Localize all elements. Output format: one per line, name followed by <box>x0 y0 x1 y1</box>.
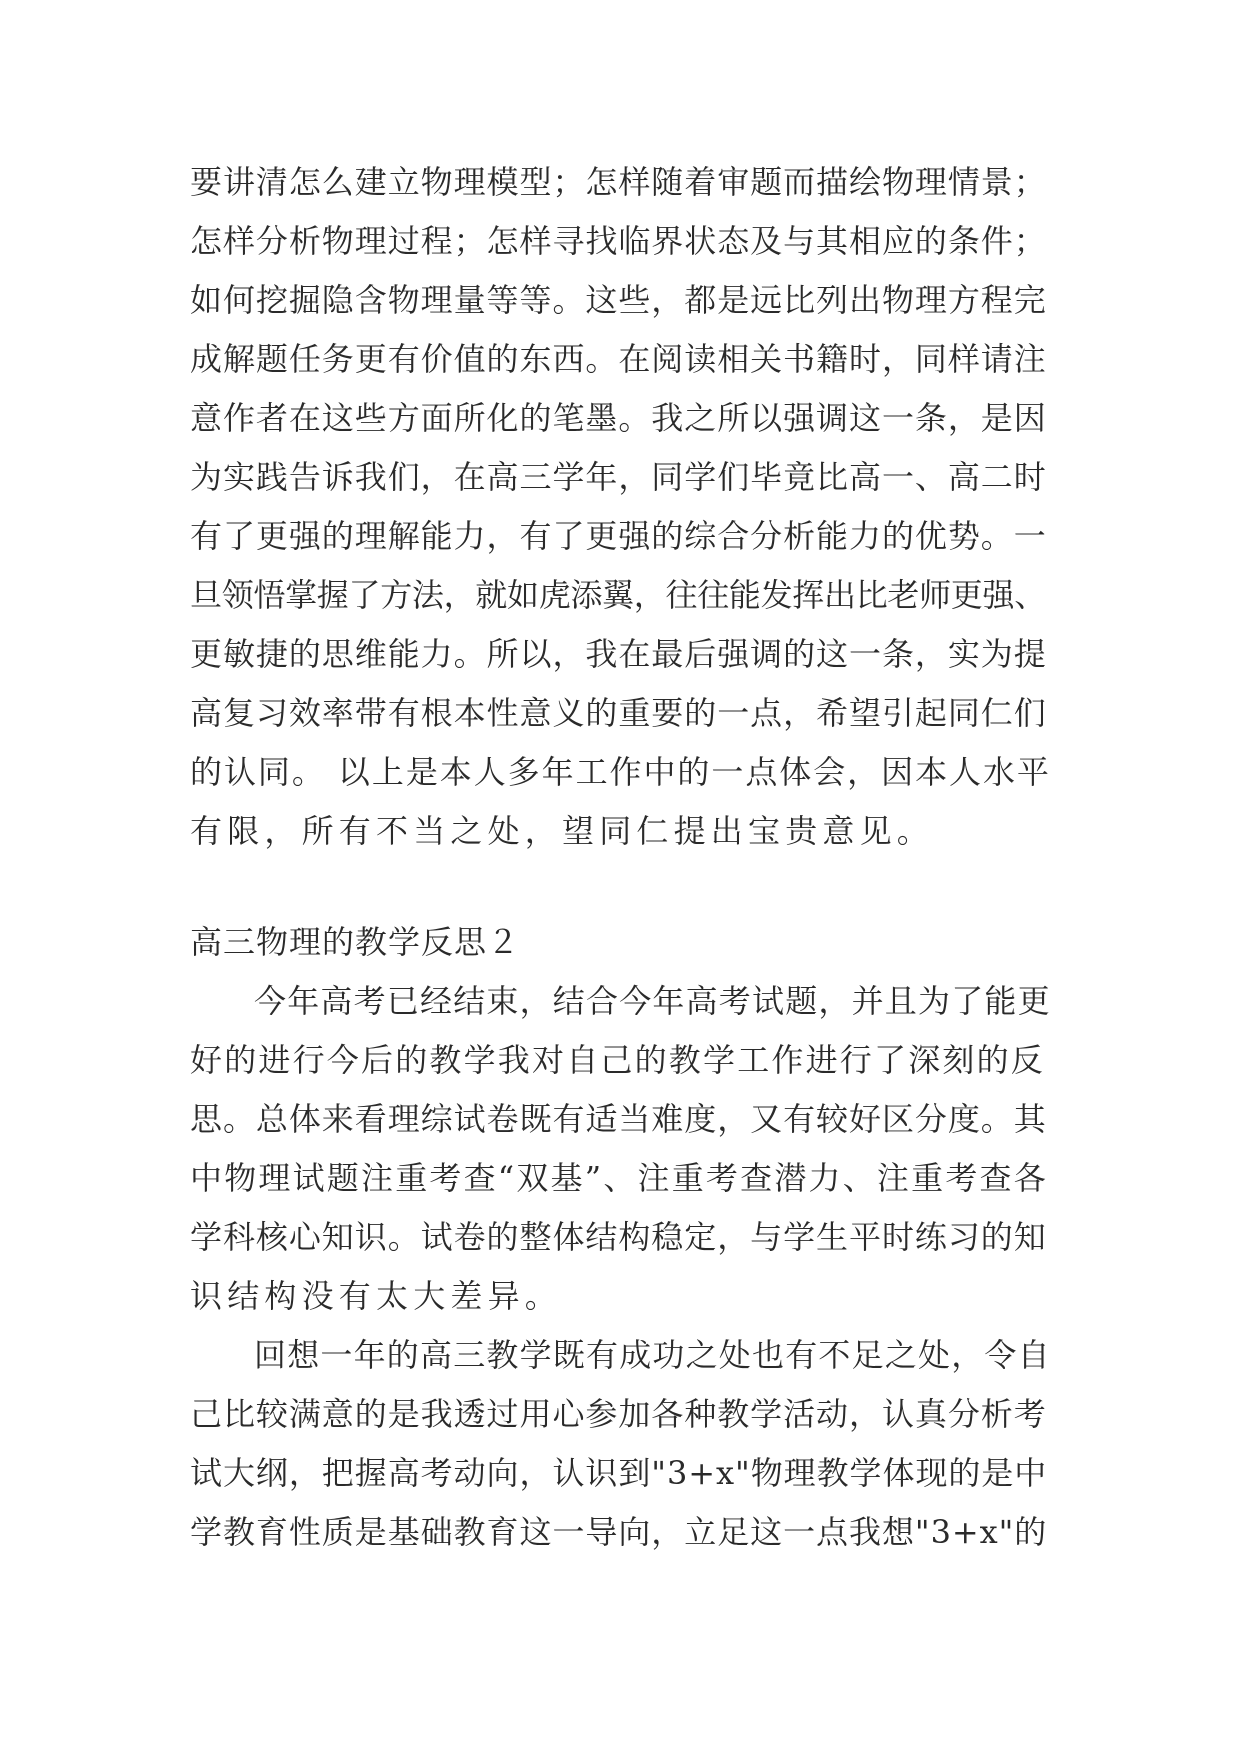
paragraph-line: 如何挖掘隐含物理量等等。这些，都是远比列出物理方程完 <box>190 281 1047 319</box>
paragraph-line: 要讲清怎么建立物理模型；怎样随着审题而描绘物理情景； <box>190 163 1047 201</box>
paragraph-line: 成解题任务更有价值的东西。在阅读相关书籍时，同样请注 <box>190 340 1047 378</box>
paragraph-line: 意作者在这些方面所化的笔墨。我之所以强调这一条，是因 <box>190 399 1047 437</box>
paragraph-line: 试大纲，把握高考动向，认识到"3+x"物理教学体现的是中 <box>190 1454 1048 1492</box>
paragraph-line: 高复习效率带有根本性意义的重要的一点，希望引起同仁们 <box>190 694 1047 732</box>
paragraph-line: 思。总体来看理综试卷既有适当难度，又有较好区分度。其 <box>190 1100 1047 1138</box>
paragraph-line: 怎样分析物理过程；怎样寻找临界状态及与其相应的条件； <box>190 222 1047 260</box>
paragraph-line: 好的进行今后的教学我对自己的教学工作进行了深刻的反 <box>190 1041 1046 1079</box>
paragraph-line: 识结构没有太大差异。 <box>190 1277 563 1315</box>
paragraph-line: 己比较满意的是我透过用心参加各种教学活动，认真分析考 <box>190 1395 1047 1433</box>
paragraph-line: 中物理试题注重考查“双基”、注重考查潜力、注重考查各 <box>190 1159 1048 1197</box>
paragraph-line: 为实践告诉我们，在高三学年，同学们毕竟比高一、高二时 <box>190 458 1047 496</box>
paragraph-line: 有限，所有不当之处，望同仁提出宝贵意见。 <box>190 812 935 850</box>
paragraph-line: 今年高考已经结束，结合今年高考试题，并且为了能更 <box>254 982 1051 1020</box>
paragraph-line: 学教育性质是基础教育这一导向，立足这一点我想"3+x"的 <box>190 1513 1048 1551</box>
paragraph-line: 的认同。 以上是本人多年工作中的一点体会，因本人水平 <box>190 753 1051 791</box>
section-heading: 高三物理的教学反思２ <box>190 923 521 961</box>
paragraph-line: 学科核心知识。试卷的整体结构稳定，与学生平时练习的知 <box>190 1218 1047 1256</box>
paragraph-line: 更敏捷的思维能力。所以，我在最后强调的这一条，实为提 <box>190 635 1047 673</box>
paragraph-line: 回想一年的高三教学既有成功之处也有不足之处，令自 <box>254 1336 1051 1374</box>
paragraph-line: 旦领悟掌握了方法，就如虎添翼，往往能发挥出比老师更强、 <box>190 576 1046 614</box>
paragraph-line: 有了更强的理解能力，有了更强的综合分析能力的优势。一 <box>190 517 1047 555</box>
